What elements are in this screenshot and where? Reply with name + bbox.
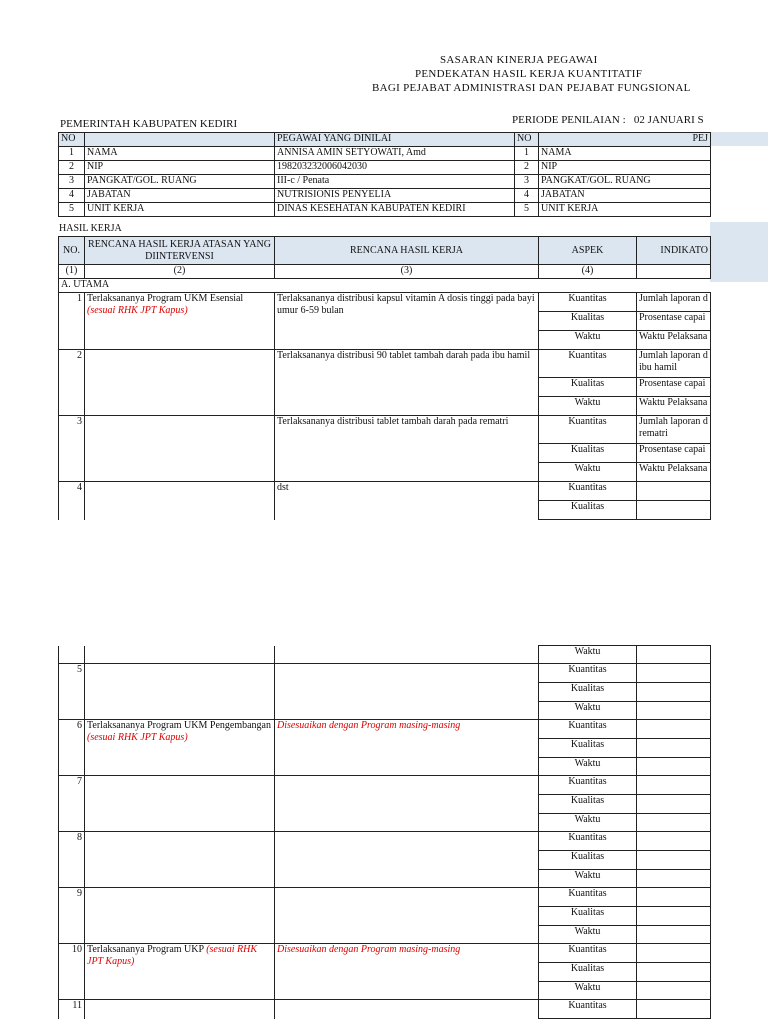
rhk-cell: dst bbox=[275, 482, 539, 520]
row-label2: UNIT KERJA bbox=[539, 203, 711, 217]
col-header-blank bbox=[85, 133, 275, 147]
rhk-note: Disesuaikan dengan Program masing-masing bbox=[275, 720, 539, 776]
row-no: 2 bbox=[59, 161, 85, 175]
col-header-aspek: ASPEK bbox=[539, 237, 637, 265]
aspek-kualitas: Kualitas bbox=[539, 501, 637, 520]
rhk-cell bbox=[275, 664, 539, 720]
table-row bbox=[59, 776, 711, 795]
table-header-row bbox=[59, 237, 711, 265]
aspek-kuantitas: Kuantitas bbox=[539, 888, 637, 907]
rhk-cell bbox=[275, 832, 539, 888]
aspek-kualitas: Kualitas bbox=[539, 795, 637, 814]
col-header-rhk-atasan: RENCANA HASIL KERJA ATASAN YANG DIINTERVENSI bbox=[85, 237, 275, 265]
rhk-note: Disesuaikan dengan Program masing-masing bbox=[275, 944, 539, 1000]
aspek-waktu: Waktu bbox=[539, 870, 637, 888]
indikator-cell bbox=[637, 795, 711, 814]
utama-label: A. UTAMA bbox=[59, 279, 711, 293]
row-no: 1 bbox=[59, 147, 85, 161]
row-no: 10 bbox=[59, 944, 85, 1000]
indikator-cell bbox=[637, 870, 711, 888]
table-row bbox=[59, 832, 711, 851]
aspek-kualitas: Kualitas bbox=[539, 907, 637, 926]
row-label: JABATAN bbox=[85, 189, 275, 203]
rhk-cell bbox=[275, 646, 539, 664]
indikator-cell: Prosentase capai bbox=[637, 378, 711, 397]
indikator-cell bbox=[637, 683, 711, 702]
rhk-cell: Terlaksananya distribusi kapsul vitamin A dosis tinggi pada bayi umur 6-59 bulan bbox=[275, 293, 539, 350]
col-header-no: NO bbox=[59, 133, 85, 147]
row-no: 5 bbox=[59, 203, 85, 217]
aspek-kuantitas: Kuantitas bbox=[539, 944, 637, 963]
aspek-kuantitas: Kuantitas bbox=[539, 1000, 637, 1019]
rhk-cell bbox=[275, 1000, 539, 1019]
rhk-atasan-cell bbox=[85, 664, 275, 720]
rhk-atasan: Terlaksananya Program UKM Esensial bbox=[87, 293, 244, 304]
periode-label: PERIODE PENILAIAN : bbox=[512, 114, 626, 126]
table-row bbox=[59, 482, 711, 501]
col-number: (4) bbox=[539, 265, 637, 279]
indikator-cell: Waktu Pelaksana bbox=[637, 463, 711, 482]
col-number bbox=[637, 265, 711, 279]
aspek-waktu: Waktu bbox=[539, 397, 637, 416]
title-line-1: SASARAN KINERJA PEGAWAI bbox=[440, 54, 598, 66]
aspek-kuantitas: Kuantitas bbox=[539, 293, 637, 312]
row-no: 6 bbox=[59, 720, 85, 776]
indikator-cell bbox=[637, 814, 711, 832]
table-row bbox=[59, 175, 711, 189]
row-no bbox=[59, 646, 85, 664]
row-label: NAMA bbox=[85, 147, 275, 161]
rhk-atasan: Terlaksananya Program UKP bbox=[87, 944, 204, 955]
aspek-kualitas: Kualitas bbox=[539, 851, 637, 870]
indikator-cell bbox=[637, 982, 711, 1000]
rhk-atasan-cell bbox=[85, 944, 275, 1000]
aspek-waktu: Waktu bbox=[539, 702, 637, 720]
indikator-cell bbox=[637, 702, 711, 720]
table-row bbox=[59, 416, 711, 444]
row-no: 7 bbox=[59, 776, 85, 832]
col-header-no2: NO bbox=[515, 133, 539, 147]
col-header-indikator: INDIKATO bbox=[637, 237, 711, 265]
periode-penilaian bbox=[512, 114, 704, 126]
rhk-atasan-cell bbox=[85, 776, 275, 832]
title-line-2: PENDEKATAN HASIL KERJA KUANTITATIF bbox=[415, 68, 643, 80]
col-number: (1) bbox=[59, 265, 85, 279]
row-value: III-c / Penata bbox=[275, 175, 515, 189]
rhk-atasan-note: (sesuai RHK JPT Kapus) bbox=[87, 944, 258, 967]
header-fill bbox=[710, 132, 768, 146]
rhk-atasan-cell bbox=[85, 888, 275, 944]
table-row bbox=[59, 646, 711, 664]
row-no: 3 bbox=[59, 175, 85, 189]
indikator-cell bbox=[637, 482, 711, 501]
rhk-atasan-cell bbox=[85, 350, 275, 416]
table-row bbox=[59, 350, 711, 378]
row-no: 4 bbox=[59, 482, 85, 520]
hasil-kerja-table-continued bbox=[58, 645, 711, 1019]
aspek-kualitas: Kualitas bbox=[539, 312, 637, 331]
table-row bbox=[59, 189, 711, 203]
row-no: 4 bbox=[59, 189, 85, 203]
pemerintah-label: PEMERINTAH KABUPATEN KEDIRI bbox=[60, 118, 238, 130]
row-no2: 2 bbox=[515, 161, 539, 175]
indikator-cell bbox=[637, 963, 711, 982]
periode-value: 02 JANUARI S bbox=[633, 114, 704, 126]
aspek-kuantitas: Kuantitas bbox=[539, 720, 637, 739]
row-value: DINAS KESEHATAN KABUPATEN KEDIRI bbox=[275, 203, 515, 217]
rhk-atasan-cell bbox=[85, 1000, 275, 1019]
indikator-cell bbox=[637, 646, 711, 664]
aspek-waktu: Waktu bbox=[539, 814, 637, 832]
row-no2: 1 bbox=[515, 147, 539, 161]
indikator-cell bbox=[637, 720, 711, 739]
aspek-kualitas: Kualitas bbox=[539, 683, 637, 702]
hasil-kerja-table bbox=[58, 236, 711, 520]
row-no: 5 bbox=[59, 664, 85, 720]
table-row bbox=[59, 161, 711, 175]
row-value: NUTRISIONIS PENYELIA bbox=[275, 189, 515, 203]
col-number: (3) bbox=[275, 265, 539, 279]
rhk-atasan-note: (sesuai RHK JPT Kapus) bbox=[87, 732, 188, 743]
header-fill bbox=[710, 222, 768, 282]
indikator-cell bbox=[637, 926, 711, 944]
indikator-cell bbox=[637, 501, 711, 520]
pegawai-table bbox=[58, 132, 711, 217]
indikator-cell bbox=[637, 888, 711, 907]
section-row bbox=[59, 279, 711, 293]
row-no: 11 bbox=[59, 1000, 85, 1019]
table-header-row bbox=[59, 133, 711, 147]
aspek-kuantitas: Kuantitas bbox=[539, 482, 637, 501]
row-no: 3 bbox=[59, 416, 85, 482]
table-row bbox=[59, 720, 711, 739]
indikator-cell bbox=[637, 1000, 711, 1019]
row-label: UNIT KERJA bbox=[85, 203, 275, 217]
row-label2: NIP bbox=[539, 161, 711, 175]
col-header-no: NO. bbox=[59, 237, 85, 265]
aspek-kuantitas: Kuantitas bbox=[539, 350, 637, 378]
table-row bbox=[59, 664, 711, 683]
row-label2: NAMA bbox=[539, 147, 711, 161]
rhk-atasan-cell bbox=[85, 832, 275, 888]
aspek-kuantitas: Kuantitas bbox=[539, 416, 637, 444]
indikator-cell bbox=[637, 664, 711, 683]
row-no: 8 bbox=[59, 832, 85, 888]
col-header-pegawai: PEGAWAI YANG DINILAI bbox=[275, 133, 515, 147]
aspek-kualitas: Kualitas bbox=[539, 378, 637, 397]
row-no2: 3 bbox=[515, 175, 539, 189]
aspek-waktu: Waktu bbox=[539, 463, 637, 482]
row-no: 2 bbox=[59, 350, 85, 416]
indikator-cell bbox=[637, 907, 711, 926]
aspek-waktu: Waktu bbox=[539, 331, 637, 350]
indikator-cell: Jumlah laporan d ibu hamil bbox=[637, 350, 711, 378]
indikator-cell: Waktu Pelaksana bbox=[637, 331, 711, 350]
rhk-cell bbox=[275, 888, 539, 944]
rhk-atasan-cell bbox=[85, 720, 275, 776]
row-no2: 5 bbox=[515, 203, 539, 217]
title-line-3: BAGI PEJABAT ADMINISTRASI DAN PEJABAT FUNGSIONAL bbox=[372, 82, 691, 94]
col-number: (2) bbox=[85, 265, 275, 279]
rhk-cell: Terlaksananya distribusi tablet tambah darah pada rematri bbox=[275, 416, 539, 482]
row-value: ANNISA AMIN SETYOWATI, Amd bbox=[275, 147, 515, 161]
aspek-kualitas: Kualitas bbox=[539, 444, 637, 463]
aspek-kuantitas: Kuantitas bbox=[539, 832, 637, 851]
rhk-cell: Terlaksananya distribusi 90 tablet tambah darah pada ibu hamil bbox=[275, 350, 539, 416]
aspek-waktu: Waktu bbox=[539, 926, 637, 944]
indikator-cell bbox=[637, 851, 711, 870]
indikator-cell bbox=[637, 944, 711, 963]
rhk-atasan-cell bbox=[85, 293, 275, 350]
section-hasil-kerja: HASIL KERJA bbox=[59, 223, 122, 234]
row-no: 9 bbox=[59, 888, 85, 944]
rhk-atasan-cell bbox=[85, 416, 275, 482]
col-header-pejabat: PEJ bbox=[539, 133, 711, 147]
aspek-kuantitas: Kuantitas bbox=[539, 776, 637, 795]
indikator-cell: Prosentase capai bbox=[637, 312, 711, 331]
indikator-cell: Jumlah laporan d rematri bbox=[637, 416, 711, 444]
indikator-cell: Waktu Pelaksana bbox=[637, 397, 711, 416]
aspek-kualitas: Kualitas bbox=[539, 963, 637, 982]
rhk-atasan: Terlaksananya Program UKM Pengembangan bbox=[87, 720, 271, 731]
rhk-atasan-note: (sesuai RHK JPT Kapus) bbox=[87, 305, 188, 316]
indikator-cell bbox=[637, 739, 711, 758]
indikator-cell: Prosentase capai bbox=[637, 444, 711, 463]
table-row bbox=[59, 944, 711, 963]
row-value: 198203232006042030 bbox=[275, 161, 515, 175]
rhk-atasan-cell bbox=[85, 482, 275, 520]
table-row bbox=[59, 888, 711, 907]
rhk-atasan-cell bbox=[85, 646, 275, 664]
table-row bbox=[59, 1000, 711, 1019]
aspek-kuantitas: Kuantitas bbox=[539, 664, 637, 683]
col-header-rhk: RENCANA HASIL KERJA bbox=[275, 237, 539, 265]
indikator-cell: Jumlah laporan d bbox=[637, 293, 711, 312]
indikator-cell bbox=[637, 758, 711, 776]
indikator-cell bbox=[637, 776, 711, 795]
row-no2: 4 bbox=[515, 189, 539, 203]
table-row bbox=[59, 293, 711, 312]
row-label2: PANGKAT/GOL. RUANG bbox=[539, 175, 711, 189]
row-label2: JABATAN bbox=[539, 189, 711, 203]
row-label: NIP bbox=[85, 161, 275, 175]
row-label: PANGKAT/GOL. RUANG bbox=[85, 175, 275, 189]
aspek-waktu: Waktu bbox=[539, 982, 637, 1000]
row-no: 1 bbox=[59, 293, 85, 350]
aspek-waktu: Waktu bbox=[539, 758, 637, 776]
indikator-cell bbox=[637, 832, 711, 851]
number-row bbox=[59, 265, 711, 279]
aspek-waktu: Waktu bbox=[539, 646, 637, 664]
rhk-cell bbox=[275, 776, 539, 832]
aspek-kualitas: Kualitas bbox=[539, 739, 637, 758]
table-row bbox=[59, 147, 711, 161]
table-row bbox=[59, 203, 711, 217]
